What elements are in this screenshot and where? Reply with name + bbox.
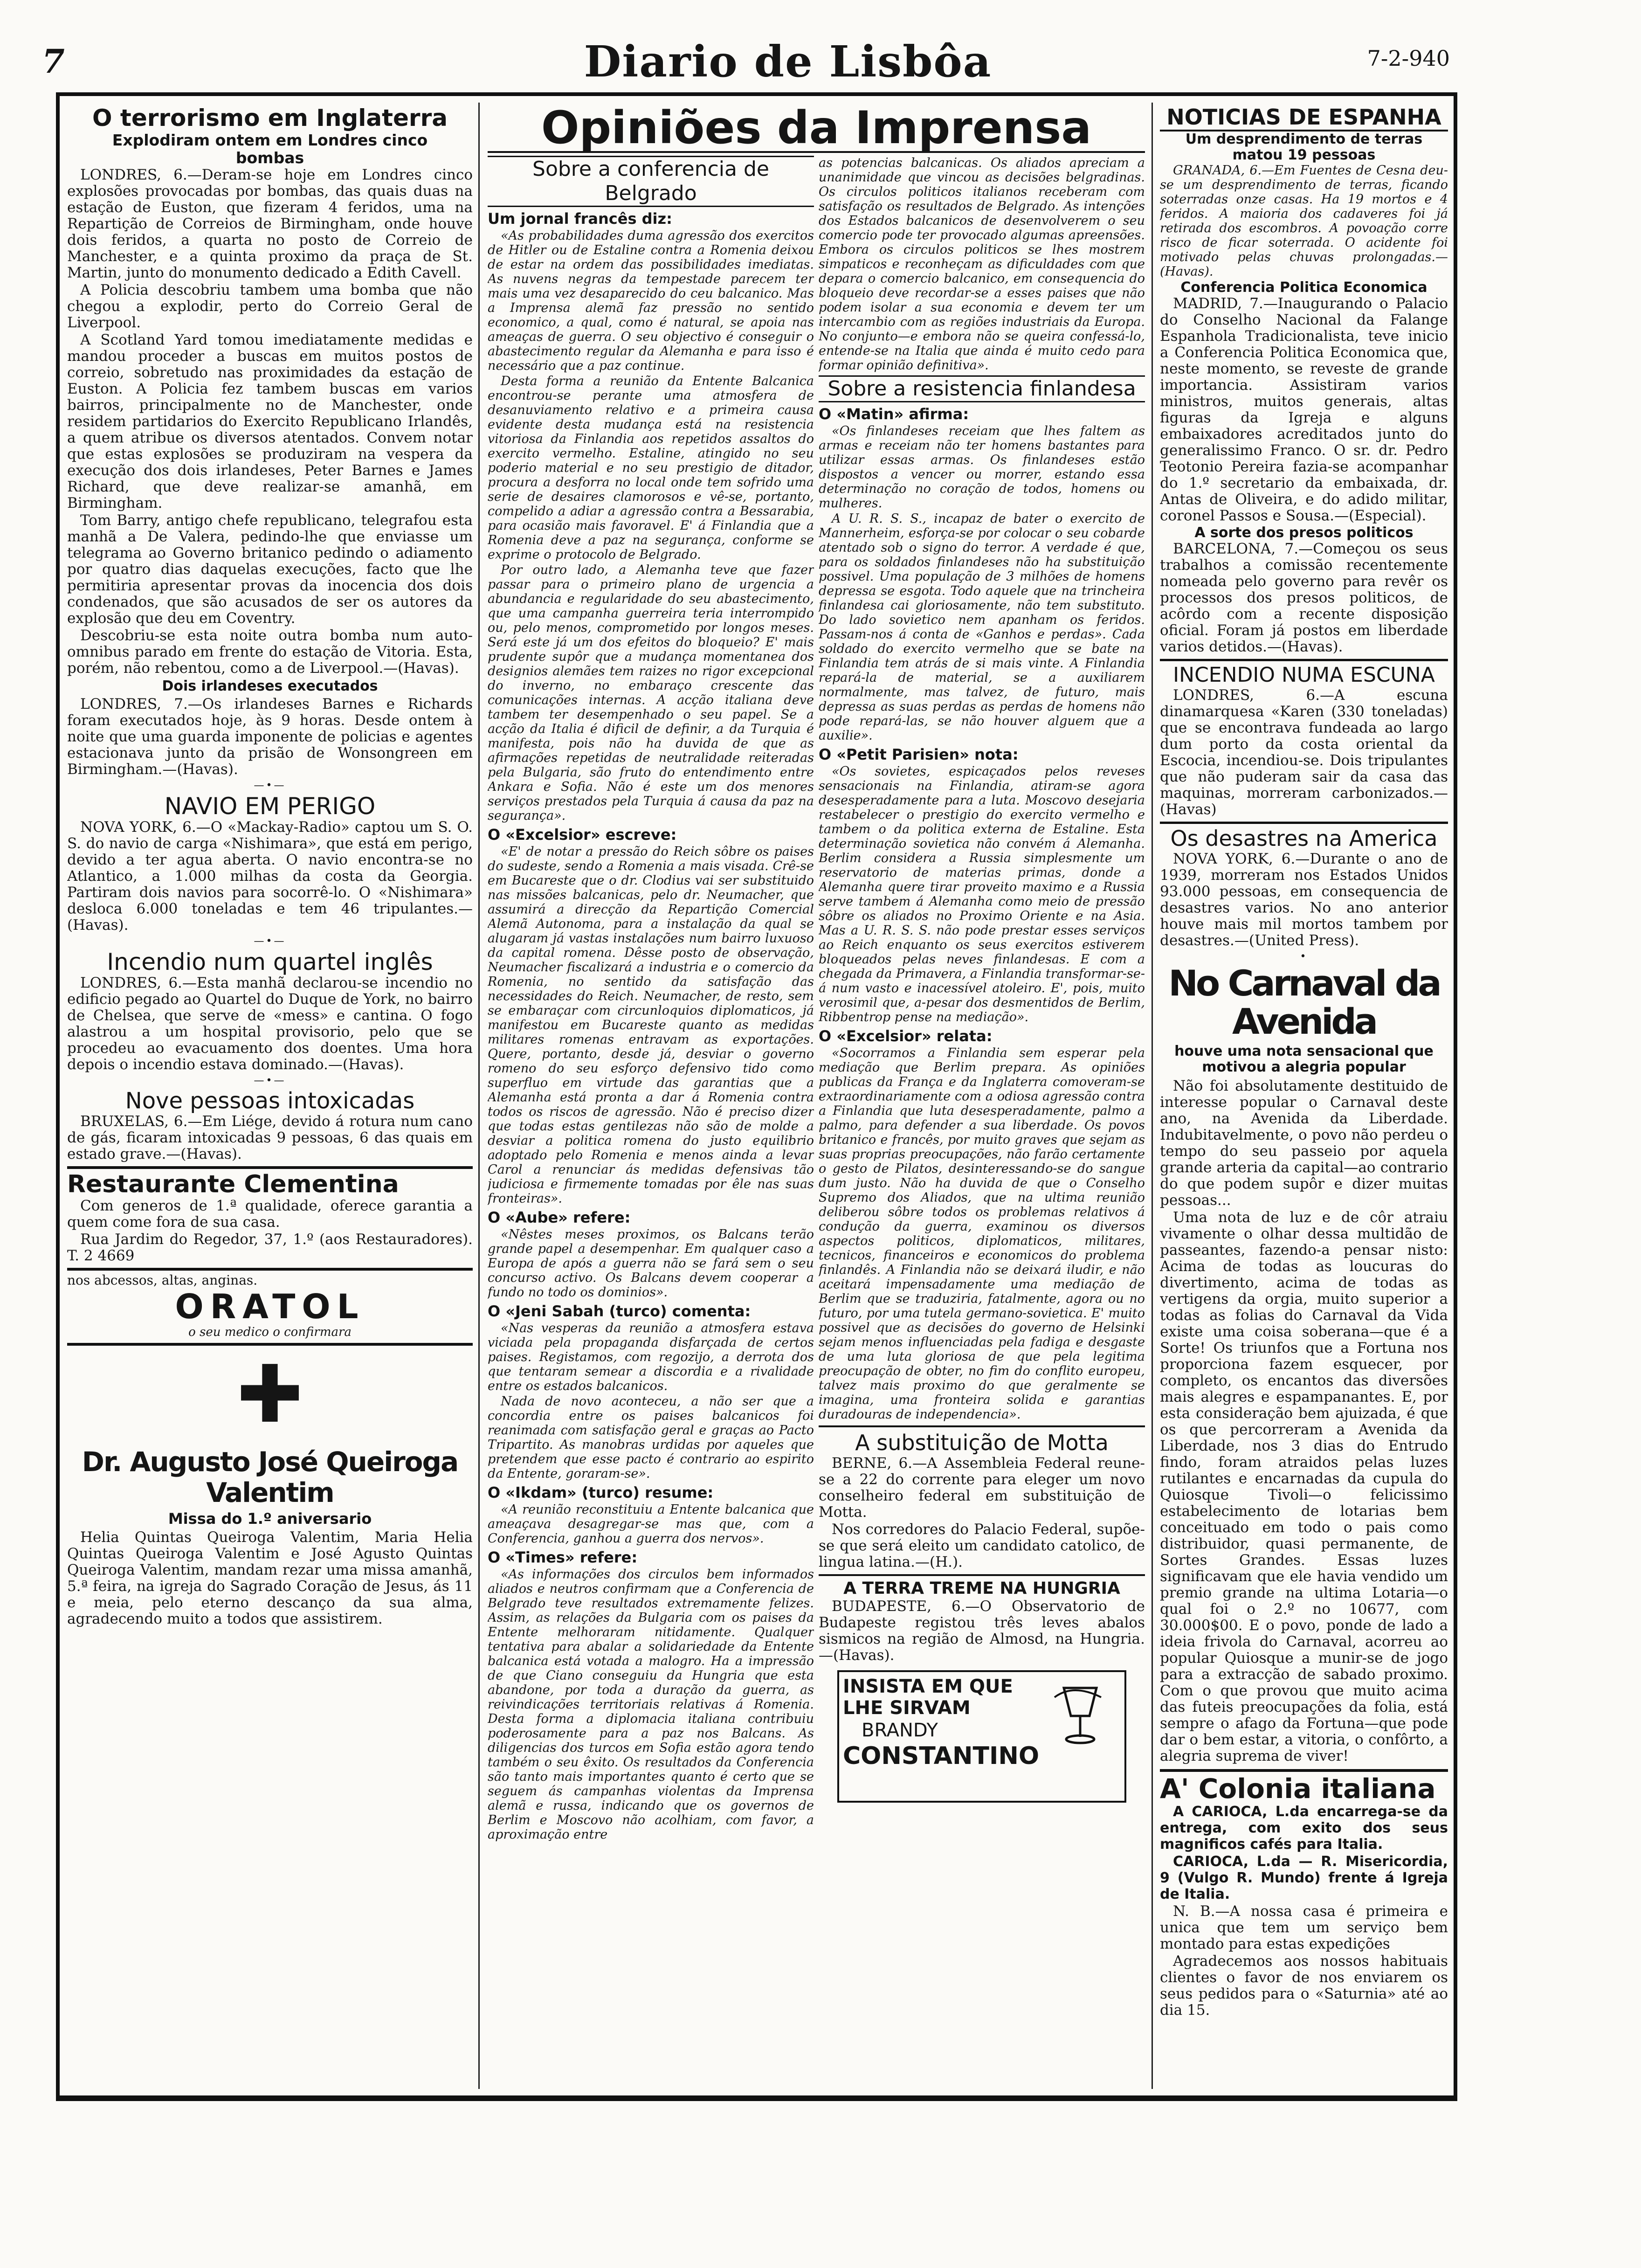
separator: —•— [254, 935, 286, 947]
paragraph: A CARIOCA, L.da encarrega-se da entrega, com exito dos seus magnificos cafés para Italia. [1160, 1804, 1448, 1853]
quote: A U. R. S. S., incapaz de bater o exercito de Mannerheim, esforça-se por colocar o seu cobarde atentado sob o signo do terror. A verdade é que, para os soldados finlandeses não ha substituição possivel. Uma população de 3 milhões de homens depressa se esgota. Todo aquele que na trincheira finlandesa cai gloriosamente, não tem substituto. Do lado sovietico nem apanham os feridos. Passam-nos á conta de «Ganhos e perdas». Cada soldado do exercito vermelho que se bate na Finlandia tem atrás de si mais vinte. A Finlandia repará-la de material, se a auxiliarem normalmente, mas talvez, de futuro, mais depressa as suas perdas as perdas de homens não pode repará-las, se não houver alguem que a auxilie». [819, 512, 1145, 743]
oratol-ad [67, 1268, 473, 1346]
article-body [67, 167, 473, 677]
article-title: Incendio num quartel inglês [107, 948, 433, 975]
quote: Desta forma a reunião da Entente Balcanica encontrou-se perante uma atmosfera de desanuviamento relativo e a primeira causa evidente desta mudança está na resistencia vitoriosa da Finlandia aos repetidos assaltos do exercito vermelho. Estaline, atingido no seu poderio material e no seu prestigio de ditador, procura a desforra no local onde tem sofrido uma serie de desaires clamorosos e vê-se, portanto, compelido a adiar a agressão contra a Bessarabia, para ocasião mais favoravel. E' á Finlandia que a Romenia deve a paz na segurança, conforme se exprime o protocolo de Belgrado. [488, 374, 814, 562]
source-heading: O «Matin» afirma: [819, 405, 969, 423]
obituary-name: Dr. Augusto José Queiroga Valentim [82, 1446, 458, 1508]
paragraph: GRANADA, 6.—Em Fuentes de Cesna deu-se um desprendimento de terras, ficando soterradas onze casas. Ha 19 mortos e 4 feridos. A maioria dos cadaveres foi já retirada dos escombros. A povoação corre risco de ficar soterrada. O acidente foi motivado pelas chuvas prolongadas.—(Havas). [1160, 163, 1448, 279]
article-subtitle: Um desprendimento de terras matou 19 pessoas [1185, 131, 1423, 163]
carioca-ad [1160, 1769, 1448, 2019]
paragraph: BARCELONA, 7.—Começou os seus trabalhos a comissão recentemente nomeada pelo governo para revêr os processos dos presos politicos, de acôrdo com a recente disposição oficial. Foram já postos em liberdade varios detidos.—(Havas). [1160, 540, 1448, 655]
restaurant-ad [67, 1166, 473, 1264]
cross-icon: ✚ [236, 1348, 303, 1441]
paragraph: Tom Barry, antigo chefe republicano, telegrafou esta manhã a De Valera, pedindo-lhe que enviasse um telegrama ao Governo britanico pedindo o adiamento por quatro dias daquelas execuções, facto que lhe permitiria apresentar provas da inocencia dos dois condenados, que são acusados de ser os autores da explosão que deu em Coventry. [67, 512, 473, 627]
section-heading: Sobre a conferencia de Belgrado [488, 156, 814, 207]
source-heading: O «Excelsior» relata: [819, 1027, 993, 1045]
column-1 [67, 104, 473, 2087]
section-title: Opiniões da Imprensa [541, 102, 1092, 154]
paragraph: BRUXELAS, 6.—Em Liége, devido á rotura num cano de gás, ficaram intoxicadas 9 pessoas, 6 das quais em estado grave.—(Havas). [67, 1113, 473, 1162]
carnaval-article [1160, 964, 1448, 1764]
source-heading: O «Jeni Sabah (turco) comenta: [488, 1302, 751, 1320]
brandy-ad [837, 1670, 1126, 1803]
column-4 [1160, 104, 1448, 2087]
article-title: O terrorismo em Inglaterra [92, 104, 448, 131]
paragraph: BUDAPESTE, 6.—O Observatorio de Budapeste registou três leves abalos sismicos na região de Almosd, na Hungria.—(Havas). [819, 1598, 1145, 1664]
article-subheading: Dois irlandeses executados [162, 678, 378, 694]
ad-tagline: nos abcessos, altas, anginas. [67, 1272, 258, 1288]
paragraph: A Scotland Yard tomou imediatamente medidas e mandou proceder a buscas em muitos postos de correio, sobretudo nas proximidades da estação de Euston. A Policia fez tambem buscas em varios bairros, principalmente no de Manchester, onde residem partidarios do Exercito Republicano Irlandês, a quem atribue os diversos atentados. Convem notar que estas explosões se produziram na vespera da execução dos dois irlandeses, Peter Barnes e James Richard, que deve realizar-se amanhã, em Birmingham. [67, 332, 473, 512]
source-heading: O «Aube» refere: [488, 1209, 631, 1226]
ad-title: Restaurante Clementina [67, 1170, 399, 1198]
source-heading: O «Ikdam» (turco) resume: [488, 1484, 714, 1501]
ad-tagline: o seu medico o confirmara [188, 1325, 352, 1339]
article-title: Nove pessoas intoxicadas [125, 1088, 415, 1114]
paragraph: NOVA YORK, 6.—O «Mackay-Radio» captou um S. O. S. do navio de carga «Nishimara», que está em perigo, devido a ter agua aberta. O navio encontra-se no Atlantico, a 1.000 milhas da costa da Georgia. Partiram dois navios para socorrê-lo. O «Nishimara» desloca 6.000 toneladas e tem 46 tripulantes.—(Havas). [67, 819, 473, 933]
paragraph: MADRID, 7.—Inaugurando o Palacio do Conselho Nacional da Falange Espanhola Tradicionalista, teve inicio a Conferencia Politica Economica que, neste momento, se reveste de grande importancia. Assistiram varios ministros, muitos generais, altas figuras da Igreja e alguns embaixadores acreditados junto do generalissimo Franco. O sr. dr. Pedro Teotonio Pereira fazia-se acompanhar do 1.º secretario da embaixada, dr. Antas de Oliveira, e do adido militar, coronel Passos e Sousa.—(Especial). [1160, 295, 1448, 524]
quote: «As informações dos circulos bem informados aliados e neutros confirmam que a Conferencia de Belgrado teve resultados extremamente felizes. Assim, as relações da Bulgaria com os paises da Entente melhoraram nitidamente. Qualquer tentativa para abalar a solidariedade da Entente balcanica está votada a malogro. Ha a impressão de que Ciano conseguiu da Hungria que esta abandone, por toda a duração da guerra, as reivindicações territoriais relativas á Romenia. Desta forma a diplomacia italiana contribuiu poderosamente para a paz nos Balcans. As diligencias dos turcos em Sofia estão agora tendo também o seu êxito. Os resultados da Conferencia são tanto mais importantes quanto é certo que se seguem ás campanhas violentas da Imprensa alemã e russa, indicando que os governos de Berlim e Moscovo não acolhiam, com favor, a aproximação entre [488, 1567, 814, 1842]
quote: as potencias balcanicas. Os aliados apreciam a unanimidade que vincou as decisões belgradinas. Os circulos politicos italianos receberam com satisfação os resultados de Belgrado. As intenções dos Estados balcanicos de desenvolverem o seu comercio pode ter provocado algumas apreensões. Embora os circulos politicos se lhes mostrem simpaticos e reconheçam as dificuldades com que depara o comercio balcanico, em consequencia do bloqueio deve recordar-se a esses paises que não podem isolar a sua economia e devem ter um intercambio com as regiões industriais da Europa. No conjunto—e embora não se queira confessá-lo, entende-se na Italia que ainda é muito cedo para formar opinião definitiva». [819, 156, 1145, 373]
ad-line: BRANDY [862, 1720, 938, 1741]
quote: Nada de novo aconteceu, a não ser que a concordia entre os paises balcanicos foi reanimada com satisfação geral e graças ao Pacto Tripartito. As manobras urdidas por aqueles que pretendem que esse pacto é contrario ao espirito da Entente, goraram-se». [488, 1394, 814, 1481]
article-title: A substituição de Motta [855, 1430, 1109, 1455]
issue-date: 7-2-940 [1367, 46, 1450, 71]
quote: «Os finlandeses receiam que lhes faltem as armas e receiam não ter homens bastantes para utilizar essas armas. Os finlandeses estão dispostos a vencer ou morrer, estando essa determinação no coração de todos, homens ou mulheres. [819, 424, 1145, 511]
column-rule [1151, 103, 1153, 2089]
paragraph: Rua Jardim do Regedor, 37, 1.º (aos Restauradores). T. 2 4669 [67, 1231, 473, 1264]
source-heading: Um jornal francês diz: [488, 210, 672, 228]
paragraph: Descobriu-se esta noite outra bomba num auto-omnibus parado em frente do estação de Vitoria. Esta, porém, não rebentou, como a de Liverpool.—(Havas). [67, 627, 473, 677]
quote: «Nas vesperas da reunião a atmosfera estava viciada pela propaganda disfarçada de certos paises. Registamos, com regozijo, a derrota dos que tentaram semear a discordia e a rivalidade entre os estados balcanicos. [488, 1321, 814, 1393]
paragraph: LONDRES, 7.—Os irlandeses Barnes e Richards foram executados hoje, às 9 horas. Desde ontem à noite que uma guarda imponente de policias e agentes estacionava junto da prisão de Wonsongreen em Birmingham.—(Havas). [67, 696, 473, 778]
article-motta [819, 1425, 1145, 1570]
obituary-notice [67, 1348, 473, 1627]
paragraph: Não foi absolutamente destituido de interesse popular o Carnaval deste ano, na Avenida da Liberdade. Indubitavelmente, o povo não perdeu o tempo do seu passeio por aquela grande arteria da capital—ao contrario do que podem supôr e dizer muitas pessoas... [1160, 1078, 1448, 1209]
masthead [42, 33, 1450, 93]
paragraph: Uma nota de luz e de côr atraiu vivamente o olhar dessa multidão de passeantes, fazendo-a pensar nisto: Acima de todas as loucuras do divertimento, acima de todas as vertigens da orgia, muito superior a todas as folias do Carnaval da Vida existe uma coisa soberana—que é a Sorte! Os triunfos que a Fortuna nos proporciona fazem esquecer, por completo, os encantos das diversões mais alegres e espampanantes. E, por esta consideração bem ajuizada, é que os que percorreram a Avenida da Liberdade, nos 3 dias do Entrudo findo, foram atraidos pelas luzes rutilantes e encarnadas da cupula do Quiosque Tivoli—o felicissimo estabelecimento de lotarias bem conceituado em todo o pais como distribuidor, quasi permanente, de Sortes Grandes. Essas luzes significavam que ele havia vendido um premio grande na ultima Lotaria—o qual foi o 2.º no 10677, com 30.000$00. E o povo, ponde de lado a ideia frivola do Carnaval, acorreu ao popular Quiosque a munir-se de jogo para a extracção de sabado proximo. Com o que provou que muito acima das futeis preocupações da folia, está sempre o afago da Fortuna—que pode dar o bem estar, a vitoria, o confôrto, a alegria suprema de viver! [1160, 1209, 1448, 1764]
article-title: Os desastres na America [1170, 826, 1438, 851]
article-title: No Carnaval da Avenida [1168, 962, 1440, 1042]
source-heading: O «Excelsior» escreve: [488, 826, 677, 844]
separator: • [1300, 951, 1308, 962]
paragraph: LONDRES, 6.—Deram-se hoje em Londres cinco explosões provocadas por bombas, das quais duas na estação de Euston, que fizeram 4 feridos, uma na Repartição de Correios de Birmingham, onde houve dois feridos, a quarta no posto de Correio de Manchester, e a quinta proximo da praça de St. Martin, junto do monumento dedicado a Edith Cavell. [67, 166, 473, 281]
paragraph: A Policia descobriu tambem uma bomba que não chegou a explodir, perto do Correio Geral de Liverpool. [67, 282, 473, 331]
page-frame [56, 92, 1457, 2101]
source-heading: O «Times» refere: [488, 1549, 638, 1566]
source-heading: O «Petit Parisien» nota: [819, 746, 1019, 763]
paragraph: N. B.—A nossa casa é primeira e unica que tem um serviço bem montado para estas expedições [1160, 1903, 1448, 1952]
paragraph: Agradecemos aos nossos habituais clientes o favor de nos enviarem os seus pedidos para o «Saturnia» até ao dia 15. [1160, 1953, 1448, 2019]
article-title: INCENDIO NUMA ESCUNA [1173, 663, 1435, 687]
quote: «E' de notar a pressão do Reich sôbre os paises do sudeste, sendo a Romenia a mais visada. Crê-se em Bucareste que o dr. Clodius vai ser substituido nas missões balcanicas, pelo dr. Neumacher, que assumirá a direcção da Repartição Comercial Alemã Autonoma, para a instalação da qual se alugaram já vastas instalações num bairro luxuoso da capital romena. Dêsse posto de observação, Neumacher fiscalizará a industria e o comercio da Romenia, no sentido da satisfação das necessidades do Reich. Neumacher, de resto, sem se embaraçar com circunloquios diplomaticos, já manifestou em Bucareste quanto as medidas militares romenas entravam as exportações. Quere, portanto, desde já, desviar o governo romeno do seu esforço defensivo tido como superfluo em virtude das garantias que a Alemanha está pronta a dar á Romenia contra todos os riscos de agressão. Não é preciso dizer que todas estas gentilezas não são de molde a desviar a politica romena do justo equilibrio adoptado pelo Romenia e menos ainda a levar Carol a renunciar ás medidas defensivas tão judiciosa e firmemente tomadas por êle nas suas fronteiras». [488, 844, 814, 1206]
paragraph: Com generos de 1.ª qualidade, oferece garantia a quem come fora de sua casa. [67, 1197, 473, 1231]
quote: «As probabilidades duma agressão dos exercitos de Hitler ou de Estaline contra a Romenia deixou de estar na ordem das possibilidades imediatas. As nuvens negras da tempestade parecem ter mais uma vez desaparecido do ceu balcanico. Mas a Imprensa alemã faz pressão no sentido economico, a qual, como é natural, se apoia nas ameaças de guerra. O seu objectivo é conseguir o abastecimento regular da Alemanha e para isso é necessário que a paz continue. [488, 228, 814, 373]
section-heading: Sobre a resistencia finlandesa [819, 375, 1145, 402]
article-title: NAVIO EM PERIGO [164, 793, 376, 820]
article-hungria [819, 1574, 1145, 1664]
paragraph: NOVA YORK, 6.—Durante o ano de 1939, morreram nos Estados Unidos 93.000 pessoas, em consequencia de desastres varios. No ano anterior houve mais mil mortos tambem por desastres.—(United Press). [1160, 850, 1448, 949]
ad-brand: ORATOL [175, 1287, 365, 1326]
separator: —•— [254, 1075, 286, 1086]
page-number: 7 [42, 42, 65, 81]
ad-brand: CONSTANTINO [843, 1742, 1040, 1770]
article-subheading: Conferencia Politica Economica [1180, 279, 1427, 296]
article-subtitle: Explodiram ontem em Londres cinco bombas [112, 131, 428, 167]
paragraph: LONDRES, 6.—A escuna dinamarquesa «Karen (330 toneladas) que se encontrava fundeada ao largo dum porto da costa oriental da Escocia, incendiou-se. Dois tripulantes que não puderam sair da casa das maquinas, morreram carbonizados.—(Havas) [1160, 687, 1448, 818]
column-rule [478, 103, 480, 2089]
paragraph: Nos corredores do Palacio Federal, supõe-se que será eleito um candidato catolico, de lingua latina.—(H.). [819, 1521, 1145, 1570]
ad-line: INSISTA EM QUE [843, 1676, 1013, 1697]
column-3 [819, 156, 1145, 2087]
quote: «Socorramos a Finlandia sem esperar pela mediação que Berlim prepara. As opiniões publicas da França e da Inglaterra comoveram-se extraordinariamente com a odiosa agressão contra a Finlandia que luta desesperadamente, palmo a palmo, para defender a sua liberdade. Os povos britanico e francês, por muito graves que sejam as suas proprias preocupações, não farão certamente o gesto de Pilatos, desinteressando-se do sangue dum justo. Não ha duvida de que o Conselho Supremo dos Aliados, que na ultima reunião deliberou sôbre todos os problemas relativos á condução da guerra, examinou os diversos aspectos politicos, diplomaticos, militares, tecnicos, financeiros e economicos do problema finlandês. A Finlandia não se deixará iludir, e não aceitará impensadamente uma mediação de Berlim que se traduziria, fatalmente, agora ou no futuro, por uma tutela germano-sovietica. E' muito possivel que as decisões do governo de Helsinki sejam menos influenciadas pela fadiga e desgaste de uma luta gloriosa de que pela legitima preocupação de obter, no fim do conflito europeu, talvez mais proximo do que geralmente se imagina, uma fronteira solida e garantias duradouras de independencia». [819, 1046, 1145, 1422]
obituary-subtitle: Missa do 1.º aniversario [168, 1510, 372, 1528]
paragraph: CARIOCA, L.da — R. Misericordia, 9 (Vulgo R. Mundo) frente á Igreja de Italia. [1160, 1853, 1448, 1902]
quote: «Nêstes meses proximos, os Balcans terão grande papel a desempenhar. Em qualquer caso a Europa de após a guerra não se fará sem o seu concurso activo. Os Balcans devem cooperar a fundo no todo os dominios». [488, 1227, 814, 1300]
ad-title: A' Colonia italiana [1160, 1773, 1436, 1805]
article-title: A TERRA TREME NA HUNGRIA [843, 1579, 1120, 1598]
separator: —•— [254, 780, 286, 791]
glass-icon [1045, 1679, 1115, 1749]
newspaper-title: Diario de Lisbôa [584, 36, 992, 87]
quote: «A reunião reconstituiu a Entente balcanica que ameaçava desagregar-se mas que, com a Conferencia, ganhou a guerra dos nervos». [488, 1502, 814, 1546]
section-banner [488, 104, 1145, 153]
article-title: NOTICIAS DE ESPANHA [1160, 104, 1448, 131]
column-2 [488, 156, 814, 2087]
paragraph: BERNE, 6.—A Assembleia Federal reune-se a 22 do corrente para eleger um novo conselheiro federal em substituição de Motta. [819, 1455, 1145, 1521]
ad-line: LHE SIRVAM [843, 1697, 971, 1719]
quote: «Os sovietes, espicaçados pelos reveses sensacionais na Finlandia, atiram-se agora desesperadamente para a luta. Moscovo desejaria restabelecer o prestigio do exercito vermelho e tambem o da politica externa de Estaline. Esta determinação sovietica não convém á Alemanha. Berlim considera a Russia simplesmente um reservatorio de materias primas, donde a Alemanha quere tirar proveito maximo e a Russia serve tambem á Alemanha como meio de pressão sôbre os aliados no Proximo Oriente e na Asia. Mas a U. R. S. S. não pode prestar esses serviços ao Reich enquanto os seus exercitos estiverem bloqueados pelas neves finlandesas. E com a chegada da Primavera, a Finlandia transformar-se-á num vasto e inacessível atoleiro. E', pois, muito verosimil que, a-pesar dos desmentidos de Berlim, Ribbentrop pense na mediação». [819, 764, 1145, 1024]
article-subtitle: houve uma nota sensacional que motivou a alegria popular [1174, 1043, 1434, 1075]
paragraph: LONDRES, 6.—Esta manhã declarou-se incendio no edificio pegado ao Quartel do Duque de York, no bairro de Chelsea, que serve de «mess» e cantina. O fogo alastrou a um hospital provisorio, pelo que se procedeu ao evacuamento dos doentes. Uma hora depois o incendio estava dominado.—(Havas). [67, 975, 473, 1073]
quote: Por outro lado, a Alemanha teve que fazer passar para o primeiro plano de urgencia a abundancia e regularidade do seu abastecimento, que uma campanha guerreira teria interrompido ou, pelo menos, comprometido por longos meses. Será este já um dos efeitos do bloqueio? E' mais prudente supôr que a mudança momentanea dos designios alemães tem raizes no rigor excepcional do inverno, no embaraço crescente das comunicações internas. A acção italiana deve tambem ter desempenhado o seu papel. Se a acção da Italia é dificil de definir, a da Turquia é manifesta, pois não ha duvida de que as afirmações repetidas de neutralidade reiteradas pela Bulgaria, são fruto do entendimento entre Ankara e Sofia. Não é este um dos menores serviços prestados pela Turquia á causa da paz na segurança». [488, 563, 814, 823]
paragraph: Helia Quintas Queiroga Valentim, Maria Helia Quintas Queiroga Valentim e José Agusto Quintas Queiroga Valentim, mandam rezar uma missa amanhã, 5.ª feira, na igreja do Sagrado Coração de Jesus, ás 11 e meia, pelo eterno descanço da sua alma, agradecendo muito a todos que assistirem. [67, 1529, 473, 1627]
article-subheading: A sorte dos presos politicos [1194, 525, 1413, 541]
